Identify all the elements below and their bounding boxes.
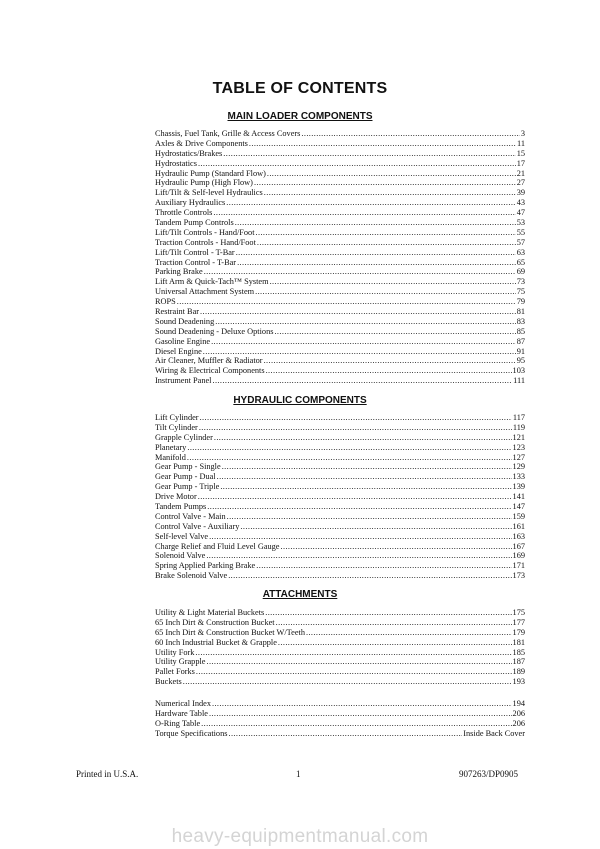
toc-entry-title: Planetary	[155, 442, 187, 452]
toc-entry	[155, 571, 525, 581]
toc-entry-page: 189	[512, 667, 525, 677]
toc-entry-title: 60 Inch Industrial Bucket & Grapple	[155, 637, 277, 647]
toc-entry-page: 193	[512, 677, 525, 687]
footer-part-number: 907263/DP0905	[459, 769, 519, 779]
toc-entry	[155, 198, 525, 208]
dot-leader	[187, 443, 511, 453]
toc-entry-title: Gear Pump - Dual	[155, 472, 216, 482]
toc-entry	[155, 522, 525, 532]
dot-leader	[206, 551, 511, 561]
toc-entry-page: 169	[512, 551, 525, 561]
dot-leader	[201, 719, 511, 729]
dot-leader	[200, 413, 512, 423]
toc-entry-page: 181	[512, 637, 525, 647]
toc-entry-page: 159	[512, 511, 525, 521]
toc-entry-title: Brake Solenoid Valve	[155, 571, 228, 581]
toc-entry	[155, 307, 525, 317]
dot-leader	[199, 423, 512, 433]
toc-entry-title: Solenoid Valve	[155, 551, 206, 561]
toc-entry	[155, 258, 525, 268]
dot-leader	[196, 667, 512, 677]
toc-entry-title: Tandem Pumps	[155, 502, 207, 512]
watermark: heavy-equipmentmanual.com	[171, 826, 429, 847]
dot-leader	[212, 376, 512, 386]
dot-leader	[254, 178, 516, 188]
dot-leader	[226, 198, 515, 208]
toc-entry	[155, 618, 525, 628]
toc-entry-title: Hydraulic Pump (High Flow)	[155, 178, 253, 188]
toc-entry-title: Gear Pump - Triple	[155, 482, 220, 492]
toc-entry-title: Utility Fork	[155, 647, 195, 657]
page-title: TABLE OF CONTENTS	[212, 80, 388, 97]
toc-entry	[155, 347, 525, 357]
toc-entry-page: 95	[516, 356, 525, 366]
dot-leader	[270, 277, 516, 287]
toc-entry-title: Instrument Panel	[155, 376, 212, 386]
toc-entry-title: Numerical Index	[155, 699, 211, 708]
toc-entry-page: 73	[516, 277, 525, 287]
toc-entry-title: O-Ring Table	[155, 718, 201, 728]
toc-entry-page: 17	[516, 158, 525, 168]
dot-leader	[255, 287, 516, 297]
toc-entry	[155, 719, 525, 729]
toc-entry	[155, 628, 525, 638]
toc-entry	[155, 356, 525, 366]
toc-entry-title: Pallet Forks	[155, 667, 195, 677]
toc-entry-title: Torque Specifications	[155, 728, 228, 738]
toc-entry	[155, 677, 525, 687]
toc-entry-title: Universal Attachment System	[155, 287, 255, 297]
dot-leader	[183, 677, 512, 687]
toc-entry-title: Restraint Bar	[155, 307, 200, 317]
dot-leader	[228, 571, 511, 581]
toc-entry	[155, 238, 525, 248]
toc-entry-page: 53	[516, 218, 525, 228]
toc-entry-page: 79	[516, 297, 525, 307]
toc-entry-page: 206	[512, 718, 525, 728]
dot-leader	[265, 608, 511, 618]
toc-entry-title: Gasoline Engine	[155, 336, 211, 346]
dot-leader	[306, 628, 512, 638]
toc-entry	[155, 228, 525, 238]
toc-entry-page: 187	[512, 657, 525, 667]
toc-entry	[155, 729, 525, 739]
toc-entry	[155, 287, 525, 297]
toc-entry	[155, 337, 525, 347]
toc-entry-page: 69	[516, 267, 525, 277]
toc-entry-title: Throttle Controls	[155, 208, 213, 218]
dot-leader	[211, 337, 516, 347]
toc-entry-title: 65 Inch Dirt & Construction Bucket W/Teeth	[155, 627, 305, 637]
dot-leader	[256, 228, 516, 238]
toc-entry-title: Air Cleaner, Muffler & Radiator	[155, 356, 263, 366]
toc-entry-page: 63	[516, 247, 525, 257]
toc-entry-page: 127	[512, 452, 525, 462]
toc-entry-page: 173	[512, 571, 525, 581]
toc-entry-title: Diesel Engine	[155, 346, 202, 356]
toc-entry-page: 161	[512, 521, 525, 531]
toc-entry-page: 171	[512, 561, 525, 571]
toc-entry	[155, 667, 525, 677]
dot-leader	[222, 462, 512, 472]
toc-list-hydraulic	[155, 413, 525, 581]
dot-leader	[214, 433, 512, 443]
toc-entry	[155, 657, 525, 667]
toc-entry-title: ROPS	[155, 297, 176, 307]
dot-leader	[209, 532, 511, 542]
toc-entry-title: Lift/Tilt Controls - Hand/Foot	[155, 227, 255, 237]
toc-entry	[155, 709, 525, 719]
toc-entry-title: Sound Deadening	[155, 316, 215, 326]
toc-entry-page: 141	[512, 492, 525, 502]
toc-entry-page: 163	[512, 531, 525, 541]
dot-leader	[301, 129, 519, 139]
toc-list-main	[155, 129, 525, 386]
toc-entry-page: 175	[512, 608, 525, 617]
toc-entry-title: Wiring & Electrical Components	[155, 366, 265, 376]
toc-entry-page: 65	[516, 257, 525, 267]
toc-entry-page: 87	[516, 336, 525, 346]
toc-entry-page: Inside Back Cover	[463, 728, 525, 738]
toc-entry-page: 27	[516, 178, 525, 188]
toc-entry-page: 15	[516, 148, 525, 158]
toc-entry	[155, 277, 525, 287]
toc-entry-page: 117	[512, 413, 525, 422]
toc-entry	[155, 482, 525, 492]
toc-entry-title: Traction Controls - Hand/Foot	[155, 237, 256, 247]
toc-entry	[155, 129, 525, 139]
dot-leader	[207, 502, 511, 512]
toc-entry-page: 129	[512, 462, 525, 472]
dot-leader	[198, 492, 512, 502]
dot-leader	[204, 267, 516, 277]
dot-leader	[228, 729, 462, 739]
toc-entry-title: Gear Pump - Single	[155, 462, 221, 472]
dot-leader	[276, 618, 512, 628]
toc-entry-page: 75	[516, 287, 525, 297]
toc-entry-title: Control Valve - Auxiliary	[155, 521, 240, 531]
toc-entry-title: Self-level Valve	[155, 531, 209, 541]
toc-entry-title: 65 Inch Dirt & Construction Bucket	[155, 617, 275, 627]
toc-entry-title: Lift/Tilt & Self-level Hydraulics	[155, 188, 263, 198]
toc-entry-title: Hydraulic Pump (Standard Flow)	[155, 168, 266, 178]
dot-leader	[223, 149, 515, 159]
toc-entry	[155, 551, 525, 561]
toc-entry-title: Tandem Pump Controls	[155, 218, 234, 228]
toc-entry	[155, 542, 525, 552]
toc-entry-title: Charge Relief and Fluid Level Gauge	[155, 541, 280, 551]
dot-leader	[266, 366, 512, 376]
toc-entry-page: 139	[512, 482, 525, 492]
dot-leader	[281, 542, 512, 552]
dot-leader	[274, 327, 515, 337]
dot-leader	[235, 218, 516, 228]
toc-entry-title: Drive Motor	[155, 492, 197, 502]
dot-leader	[236, 248, 516, 258]
dot-leader	[220, 482, 511, 492]
toc-entry-page: 123	[512, 442, 525, 452]
toc-entry-title: Hydrostatics	[155, 158, 197, 168]
section-heading-attachments: ATTACHMENTS	[262, 589, 338, 600]
toc-entry	[155, 267, 525, 277]
toc-entry	[155, 512, 525, 522]
dot-leader	[240, 522, 511, 532]
dot-leader	[264, 356, 516, 366]
toc-entry	[155, 492, 525, 502]
toc-entry-page: 111	[513, 376, 525, 386]
dot-leader	[203, 347, 516, 357]
footer-page-number: 1	[296, 769, 301, 779]
dot-leader	[177, 297, 516, 307]
toc-entry	[155, 532, 525, 542]
toc-list-attachments	[155, 608, 525, 687]
toc-entry-title: Hydrostatics/Brakes	[155, 148, 223, 158]
toc-entry-page: 185	[512, 647, 525, 657]
toc-entry	[155, 648, 525, 658]
toc-entry	[155, 248, 525, 258]
dot-leader	[264, 188, 516, 198]
dot-leader	[237, 258, 516, 268]
footer-printed: Printed in U.S.A.	[76, 769, 139, 779]
toc-entry	[155, 423, 525, 433]
toc-entry	[155, 366, 525, 376]
toc-entry	[155, 139, 525, 149]
toc-entry	[155, 443, 525, 453]
dot-leader	[267, 169, 516, 179]
dot-leader	[212, 699, 512, 709]
toc-entry-page: 103	[512, 366, 525, 376]
dot-leader	[249, 139, 516, 149]
section-heading-main: MAIN LOADER COMPONENTS	[227, 111, 373, 122]
toc-entry-title: Tilt Cylinder	[155, 422, 198, 432]
toc-entry-title: Buckets	[155, 677, 182, 687]
toc-entry	[155, 178, 525, 188]
toc-entry-page: 167	[512, 541, 525, 551]
dot-leader	[227, 512, 512, 522]
toc-entry-title: Lift/Tilt Control - T-Bar	[155, 247, 235, 257]
dot-leader	[200, 307, 516, 317]
toc-entry	[155, 453, 525, 463]
toc-entry	[155, 208, 525, 218]
toc-entry-title: Utility Grapple	[155, 657, 206, 667]
toc-entry-title: Lift Cylinder	[155, 413, 199, 422]
toc-entry-page: 43	[516, 198, 525, 208]
section-heading-hydraulic: HYDRAULIC COMPONENTS	[233, 395, 367, 406]
toc-entry-page: 85	[516, 326, 525, 336]
toc-entry-title: Control Valve - Main	[155, 511, 226, 521]
toc-entry-page: 39	[516, 188, 525, 198]
dot-leader	[213, 208, 515, 218]
toc-entry-title: Chassis, Fuel Tank, Grille & Access Covers	[155, 129, 301, 138]
toc-entry-title: Spring Applied Parking Brake	[155, 561, 256, 571]
toc-entry-page: 21	[516, 168, 525, 178]
toc-entry	[155, 608, 525, 618]
toc-entry-page: 179	[512, 627, 525, 637]
toc-entry-title: Auxiliary Hydraulics	[155, 198, 226, 208]
dot-leader	[217, 472, 512, 482]
toc-entry	[155, 561, 525, 571]
toc-entry	[155, 297, 525, 307]
toc-entry-page: 3	[520, 129, 525, 138]
toc-entry-page: 194	[512, 699, 525, 708]
toc-entry-page: 206	[512, 708, 525, 718]
dot-leader	[198, 159, 516, 169]
toc-entry	[155, 502, 525, 512]
dot-leader	[209, 709, 512, 719]
toc-entry-page: 177	[512, 617, 525, 627]
toc-entry-page: 91	[516, 346, 525, 356]
toc-entry-page: 55	[516, 227, 525, 237]
toc-entry	[155, 462, 525, 472]
toc-entry-title: Sound Deadening - Deluxe Options	[155, 326, 274, 336]
toc-entry	[155, 699, 525, 709]
dot-leader	[206, 657, 511, 667]
toc-entry-page: 119	[512, 422, 525, 432]
toc-entry	[155, 159, 525, 169]
toc-entry-title: Parking Brake	[155, 267, 203, 277]
toc-entry-title: Manifold	[155, 452, 186, 462]
dot-leader	[278, 638, 512, 648]
toc-entry	[155, 169, 525, 179]
toc-entry-title: Traction Control - T-Bar	[155, 257, 237, 267]
toc-entry-title: Hardware Table	[155, 708, 208, 718]
toc-entry-title: Lift Arm & Quick-Tach™ System	[155, 277, 269, 287]
dot-leader	[256, 561, 511, 571]
toc-entry-page: 11	[517, 138, 525, 148]
toc-entry-page: 47	[516, 208, 525, 218]
toc-entry-title: Grapple Cylinder	[155, 432, 213, 442]
toc-entry	[155, 218, 525, 228]
toc-entry-page: 133	[512, 472, 525, 482]
toc-entry	[155, 638, 525, 648]
toc-entry	[155, 327, 525, 337]
toc-entry-page: 121	[512, 432, 525, 442]
toc-entry-title: Axles & Drive Components	[155, 138, 248, 148]
toc-entry	[155, 317, 525, 327]
toc-entry-page: 57	[516, 237, 525, 247]
toc-entry	[155, 149, 525, 159]
toc-entry	[155, 433, 525, 443]
dot-leader	[215, 317, 515, 327]
toc-entry	[155, 188, 525, 198]
dot-leader	[195, 648, 511, 658]
toc-entry-page: 81	[516, 307, 525, 317]
dot-leader	[187, 453, 512, 463]
toc-entry	[155, 376, 525, 386]
dot-leader	[257, 238, 516, 248]
toc-entry-page: 147	[512, 502, 525, 512]
toc-entry-title: Utility & Light Material Buckets	[155, 608, 265, 617]
toc-entry	[155, 472, 525, 482]
toc-entry	[155, 413, 525, 423]
toc-list-index	[155, 699, 525, 739]
toc-entry-page: 83	[516, 316, 525, 326]
